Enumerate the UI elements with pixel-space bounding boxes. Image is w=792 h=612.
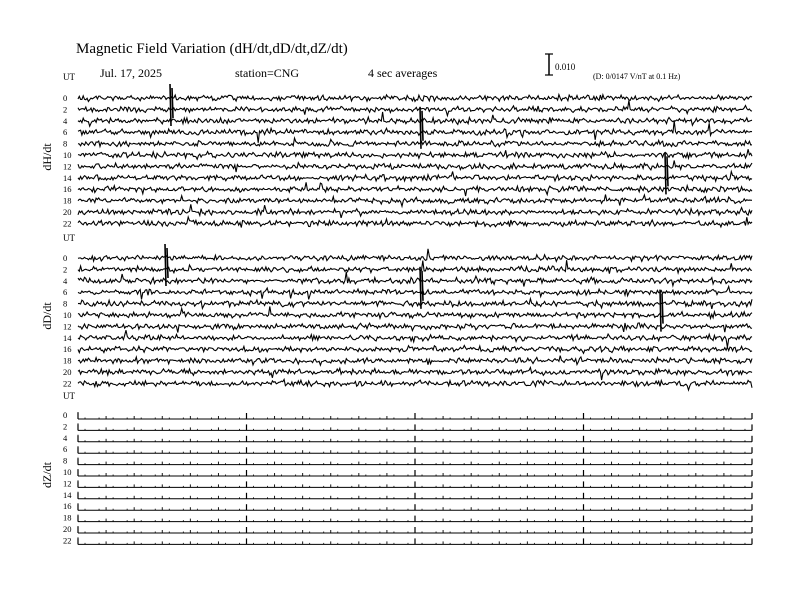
hour-label: 0 [63,93,68,103]
hour-label: 2 [63,421,68,432]
averaging-label: 4 sec averages [368,66,438,80]
ut-label: UT [63,72,75,82]
trace-dhdt-18 [78,195,752,207]
hour-label: 10 [63,310,72,320]
date-label: Jul. 17, 2025 [100,66,163,80]
trace-dddt-12 [78,323,752,333]
hour-label: 12 [63,321,72,332]
hour-label: 4 [63,275,68,286]
hour-label: 22 [63,378,72,389]
hour-label: 18 [63,355,72,366]
trace-dddt-8 [78,299,752,309]
hour-label: 22 [63,535,72,546]
trace-dzdt-0 [78,412,752,419]
hour-label: 20 [63,207,72,217]
hour-label: 6 [63,127,68,138]
hour-label: 2 [63,104,68,115]
trace-dddt-6 [78,287,752,300]
hour-label: 0 [63,253,68,263]
station-label: station=CNG [235,66,300,80]
trace-dddt-10 [78,307,752,319]
trace-dzdt-6 [78,446,752,453]
hour-label: 0 [63,410,68,420]
hour-label: 4 [63,432,68,443]
trace-dddt-16 [78,346,752,354]
trace-dddt-2 [78,260,752,273]
trace-dddt-18 [78,356,752,366]
chart-title: Magnetic Field Variation (dH/dt,dD/dt,dZ/dt) [76,41,348,57]
trace-dhdt-8 [78,138,752,147]
ut-label: UT [63,391,75,401]
hour-label: 14 [63,489,72,500]
scale-note: (D: 0/0147 V/nT at 0.1 Hz) [593,72,681,81]
trace-dhdt-4 [78,112,752,126]
panel-dddt [40,233,752,390]
trace-dhdt-12 [78,161,752,173]
trace-dddt-22 [78,379,752,390]
hour-label: 20 [63,367,72,377]
hour-label: 6 [63,287,68,298]
hour-label: 2 [63,264,68,275]
hour-label: 8 [63,138,68,149]
trace-dzdt-20 [78,526,752,533]
spike-event [165,244,168,286]
hour-label: 12 [63,478,72,489]
trace-dhdt-16 [78,182,752,196]
hour-label: 16 [63,501,72,512]
hour-label: 14 [63,332,72,343]
hour-label: 20 [63,524,72,534]
hour-label: 14 [63,172,72,183]
trace-dddt-20 [78,368,752,381]
trace-dddt-14 [78,330,752,347]
hour-label: 16 [63,184,72,195]
hour-label: 16 [63,344,72,355]
panel-ylabel: dH/dt [40,143,54,171]
trace-dzdt-16 [78,503,752,510]
trace-dhdt-14 [78,172,752,182]
spike-event [660,290,663,332]
panel-ylabel: dD/dt [40,302,54,330]
hour-label: 6 [63,444,68,455]
trace-dhdt-22 [78,217,752,228]
trace-dddt-0 [78,249,752,262]
panel-ylabel: dZ/dt [40,462,54,488]
trace-dhdt-2 [78,101,752,116]
hour-label: 10 [63,150,72,160]
scale-bar [545,54,553,75]
panel-dzdt [40,391,752,545]
hour-label: 12 [63,161,72,172]
panel-dhdt [40,72,752,228]
trace-dzdt-12 [78,480,752,487]
hour-label: 4 [63,115,68,126]
trace-dhdt-10 [78,149,752,159]
hour-label: 8 [63,455,68,466]
trace-dddt-4 [78,272,752,287]
hour-label: 18 [63,195,72,206]
scale-value: 0.010 [555,62,576,72]
trace-dzdt-14 [78,492,752,499]
hour-label: 18 [63,512,72,523]
trace-dzdt-2 [78,423,752,430]
trace-dzdt-18 [78,515,752,522]
hour-label: 8 [63,298,68,309]
trace-dzdt-22 [78,537,752,544]
trace-dhdt-6 [78,121,752,143]
trace-dhdt-20 [78,204,752,218]
trace-dzdt-4 [78,435,752,442]
ut-label: UT [63,233,75,243]
hour-label: 10 [63,467,72,477]
trace-dhdt-0 [78,95,752,102]
trace-dzdt-10 [78,469,752,476]
trace-dzdt-8 [78,458,752,465]
hour-label: 22 [63,218,72,229]
